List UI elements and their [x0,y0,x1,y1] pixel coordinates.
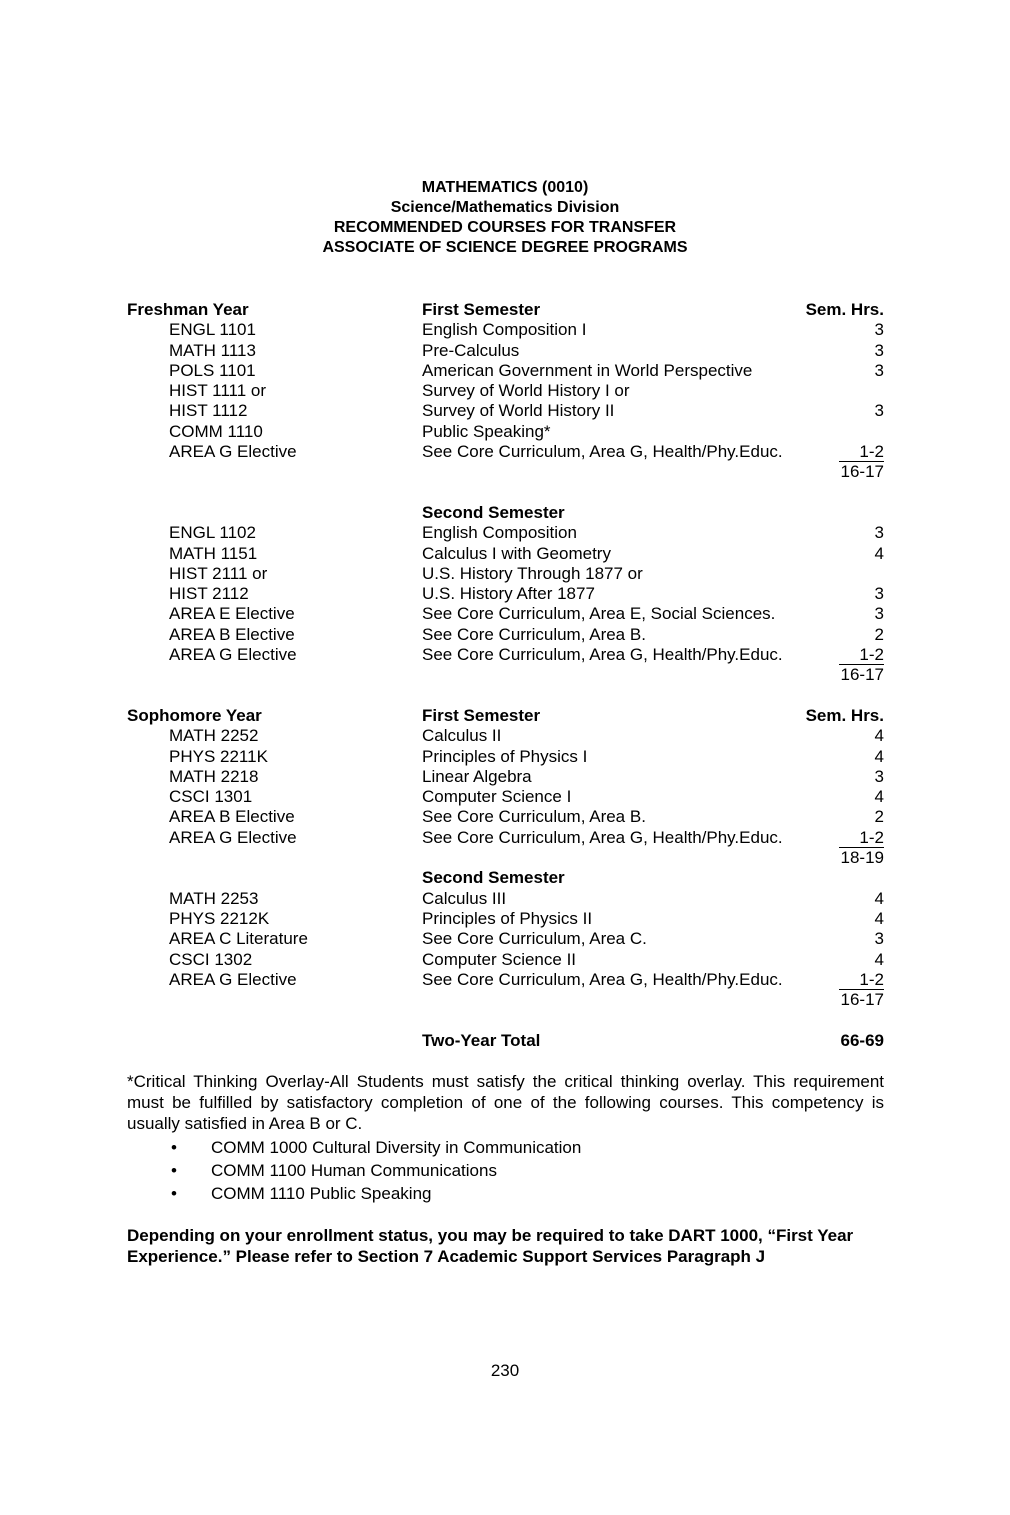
semester-total: 16-17 [840,990,884,1010]
division-title: Science/Mathematics Division [390,199,620,216]
course-row [127,584,884,604]
course-title: Pre-Calculus [422,340,520,360]
document-header [0,178,1010,258]
course-title: Calculus II [422,726,502,746]
course-title: English Composition I [422,320,587,340]
semester-total-row [127,848,884,868]
semester-total: 18-19 [840,848,884,868]
course-code: ENGL 1102 [169,523,256,543]
semester-title: Second Semester [422,868,565,888]
course-title: See Core Curriculum, Area G, Health/Phy.Educ. [422,645,783,665]
bullet-icon: • [171,1138,177,1157]
program-title: MATHEMATICS (0010) [421,179,589,196]
course-row [127,523,884,543]
course-title: Computer Science I [422,787,572,807]
course-title: Calculus I with Geometry [422,543,611,563]
course-code: MATH 1113 [169,340,256,360]
sophomore-header-row [127,706,884,726]
course-title: See Core Curriculum, Area C. [422,929,647,949]
course-row [127,422,884,442]
course-options-list [127,1136,884,1205]
course-row [127,544,884,564]
two-year-total-row [127,1031,884,1051]
course-hours: 1-2 [839,645,884,665]
semester-total-row [127,665,884,685]
page-number: 230 [490,1361,520,1380]
course-hours: 3 [874,604,884,624]
course-hours: 3 [874,340,884,360]
sem-hrs-label: Sem. Hrs. [805,300,884,319]
course-title: American Government in World Perspective [422,360,753,380]
bullet-icon: • [171,1184,177,1203]
course-hours: 4 [874,888,884,908]
course-row [127,767,884,787]
bullet-icon: • [171,1161,177,1180]
course-code: HIST 2111 or [169,563,268,583]
course-title: See Core Curriculum, Area B. [422,807,646,827]
course-code: HIST 2112 [169,584,249,604]
sem-hrs-label: Sem. Hrs. [805,705,884,725]
course-title: Linear Algebra [422,766,532,786]
course-title: Principles of Physics II [422,908,593,928]
course-title: Computer Science II [422,949,577,969]
course-hours: 1-2 [839,970,884,990]
course-code: AREA B Elective [169,807,295,827]
course-code: HIST 1111 or [169,381,267,401]
course-title: See Core Curriculum, Area E, Social Sciences. [422,604,776,624]
course-title: See Core Curriculum, Area G, Health/Phy.Educ. [422,969,783,989]
course-code: AREA B Elective [169,624,295,644]
course-plan [127,300,884,1051]
course-code: AREA G Elective [169,827,297,847]
course-row [127,909,884,929]
course-row [127,604,884,624]
course-title: U.S. History Through 1877 or [422,563,643,583]
course-row [127,889,884,909]
course-row [127,929,884,949]
course-hours: 2 [874,624,884,644]
course-hours: 4 [874,949,884,969]
course-row [127,645,884,665]
course-row [127,970,884,990]
course-row [127,564,884,584]
course-code: AREA G Elective [169,442,297,462]
course-row [127,381,884,401]
course-code: MATH 2252 [169,726,259,746]
course-row [127,726,884,746]
course-hours: 3 [874,401,884,421]
list-item [127,1136,884,1159]
course-code: MATH 2253 [169,888,259,908]
course-row [127,950,884,970]
course-title: See Core Curriculum, Area B. [422,624,646,644]
note-text: *Critical Thinking Overlay-All Students must satisfy the critical thinking overlay. This requirement must be fulfilled by satisfactory completion of one of the following courses. This competency is usually satisfied in Area B or C. [127,1072,884,1133]
course-code: AREA C Literature [169,929,308,949]
course-code: CSCI 1302 [169,949,253,969]
list-item [127,1182,884,1205]
course-hours: 4 [874,543,884,563]
semester-total-row [127,990,884,1010]
course-title: Public Speaking* [422,421,551,441]
course-hours: 3 [874,360,884,380]
course-title: English Composition [422,523,577,543]
course-code: MATH 2218 [169,766,259,786]
course-row [127,320,884,340]
critical-thinking-note [127,1071,884,1205]
course-code: AREA G Elective [169,969,297,989]
course-code: MATH 1151 [169,543,258,563]
semester-header-row [127,503,884,523]
semester-title: First Semester [422,300,541,319]
course-code: COMM 1110 [169,421,263,441]
two-year-total-label: Two-Year Total [422,1030,541,1050]
course-row [127,747,884,767]
section-title: RECOMMENDED COURSES FOR TRANSFER [333,219,677,236]
semester-header-row [127,868,884,888]
course-hours: 3 [874,929,884,949]
freshman-header-row [127,300,884,320]
list-item-text: COMM 1110 Public Speaking [211,1184,432,1203]
year-label: Freshman Year [127,300,249,319]
course-row [127,828,884,848]
course-hours: 4 [874,746,884,766]
semester-title: Second Semester [422,502,565,522]
course-title: U.S. History After 1877 [422,584,595,604]
two-year-total-value: 66-69 [840,1030,884,1050]
course-hours: 2 [874,807,884,827]
course-hours: 1-2 [839,828,884,848]
course-row [127,401,884,421]
semester-total: 16-17 [840,462,884,482]
course-row [127,341,884,361]
list-item-text: COMM 1000 Cultural Diversity in Communication [211,1138,582,1157]
course-hours: 1-2 [839,442,884,462]
course-hours: 4 [874,787,884,807]
enrollment-requirement: Depending on your enrollment status, you may be required to take DART 1000, “First Year Experience.” Please refer to Section 7 Academic Support Services Paragraph J [127,1226,854,1266]
course-title: Calculus III [422,888,507,908]
semester-title: First Semester [422,705,541,725]
course-hours: 3 [874,766,884,786]
course-code: PHYS 2212K [169,908,270,928]
year-label: Sophomore Year [127,705,262,725]
course-code: ENGL 1101 [169,320,256,340]
course-title: Principles of Physics I [422,746,588,766]
course-hours: 3 [874,320,884,340]
course-title: Survey of World History I or [422,381,630,401]
course-row [127,361,884,381]
course-title: Survey of World History II [422,401,615,421]
course-row [127,442,884,462]
degree-title: ASSOCIATE OF SCIENCE DEGREE PROGRAMS [322,239,688,256]
course-title: See Core Curriculum, Area G, Health/Phy.Educ. [422,442,783,462]
list-item-text: COMM 1100 Human Communications [211,1161,497,1180]
course-row [127,807,884,827]
semester-total-row [127,462,884,482]
course-code: AREA E Elective [169,604,295,624]
list-item [127,1159,884,1182]
course-hours: 3 [874,523,884,543]
course-hours: 4 [874,908,884,928]
course-code: POLS 1101 [169,360,256,380]
course-title: See Core Curriculum, Area G, Health/Phy.Educ. [422,827,783,847]
course-code: HIST 1112 [169,401,248,421]
course-code: CSCI 1301 [169,787,253,807]
course-row [127,787,884,807]
course-code: AREA G Elective [169,645,297,665]
course-code: PHYS 2211K [169,746,268,766]
semester-total: 16-17 [840,665,884,685]
course-row [127,625,884,645]
course-hours: 3 [874,584,884,604]
course-hours: 4 [874,726,884,746]
